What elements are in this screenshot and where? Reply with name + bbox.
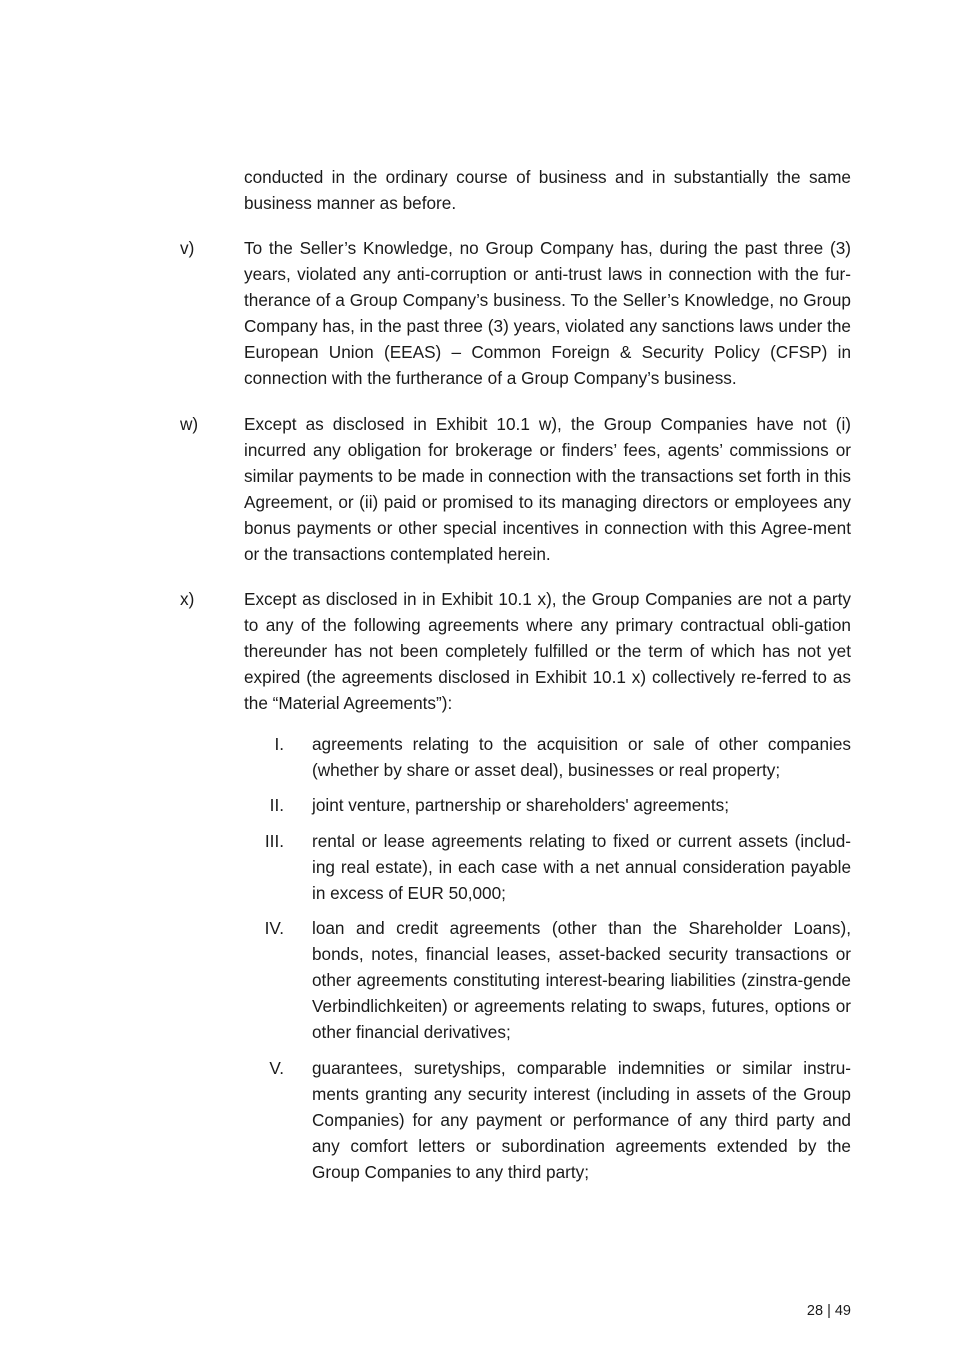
subitem-number: I. <box>274 734 284 754</box>
subitem-number: II. <box>269 795 284 815</box>
clause-label: v) <box>180 238 195 258</box>
subitem-text: loan and credit agreements (other than the Shareholder Loans), bonds, notes, financial leases, asset-backed security transactions or other agreements constituting interest-bearing liabilities (zinstra-gende Verbindlichkeiten) or agreements relating to swaps, futures, options or other financial derivatives; <box>312 918 851 1042</box>
subitem-text: rental or lease agreements relating to fixed or current assets (includ-ing real estate), in each case with a net annual consideration payable in excess of EUR 50,000; <box>312 831 851 903</box>
subitem-text: guarantees, suretyships, comparable indemnities or similar instru-ments granting any security interest (including in assets of the Group Companies) for any payment or performance of any third party and any comfort letters or subordination agreements extended by the Group Companies to any third party; <box>312 1058 851 1182</box>
clause-text: Except as disclosed in in Exhibit 10.1 x), the Group Companies are not a party to any of the following agreements where any primary contractual obli-gation thereunder has not been completely fulfilled or the term of which has not yet expired (the agreements disclosed in Exhibit 10.1 x) collectively re-ferred to as the “Material Agreements”): <box>244 589 851 713</box>
clause-label: x) <box>180 589 195 609</box>
clause-text: Except as disclosed in Exhibit 10.1 w), the Group Companies have not (i) incurred any obligation for brokerage or finders’ fees, agents’ commissions or similar payments to be made in connection with the transactions set forth in this Agreement, or (ii) paid or promised to its managing directors or employees any bonus payments or other special incentives in connection with this Agree-ment or the transactions contemplated herein. <box>244 414 851 564</box>
intro-paragraph: conducted in the ordinary course of business and in substantially the same business manner as before. <box>244 167 851 213</box>
subitem-text: joint venture, partnership or shareholders' agreements; <box>312 795 729 815</box>
subitem-number: V. <box>269 1058 284 1078</box>
clause-text: To the Seller’s Knowledge, no Group Company has, during the past three (3) years, violated any anti-corruption or anti-trust laws in connection with the fur-therance of a Group Company’s business. To the Seller’s Knowledge, no Group Company has, in the past three (3) years, violated any sanctions laws under the European Union (EEAS) – Common Foreign & Security Policy (CFSP) in connection with the furtherance of a Group Company’s business. <box>244 238 851 388</box>
page-number: 28 | 49 <box>806 1303 851 1319</box>
subitem-number: III. <box>264 831 284 851</box>
subitem-text: agreements relating to the acquisition or sale of other companies (whether by share or asset deal), businesses or real property; <box>312 734 851 780</box>
clause-label: w) <box>180 414 199 434</box>
subitem-number: IV. <box>264 918 284 938</box>
